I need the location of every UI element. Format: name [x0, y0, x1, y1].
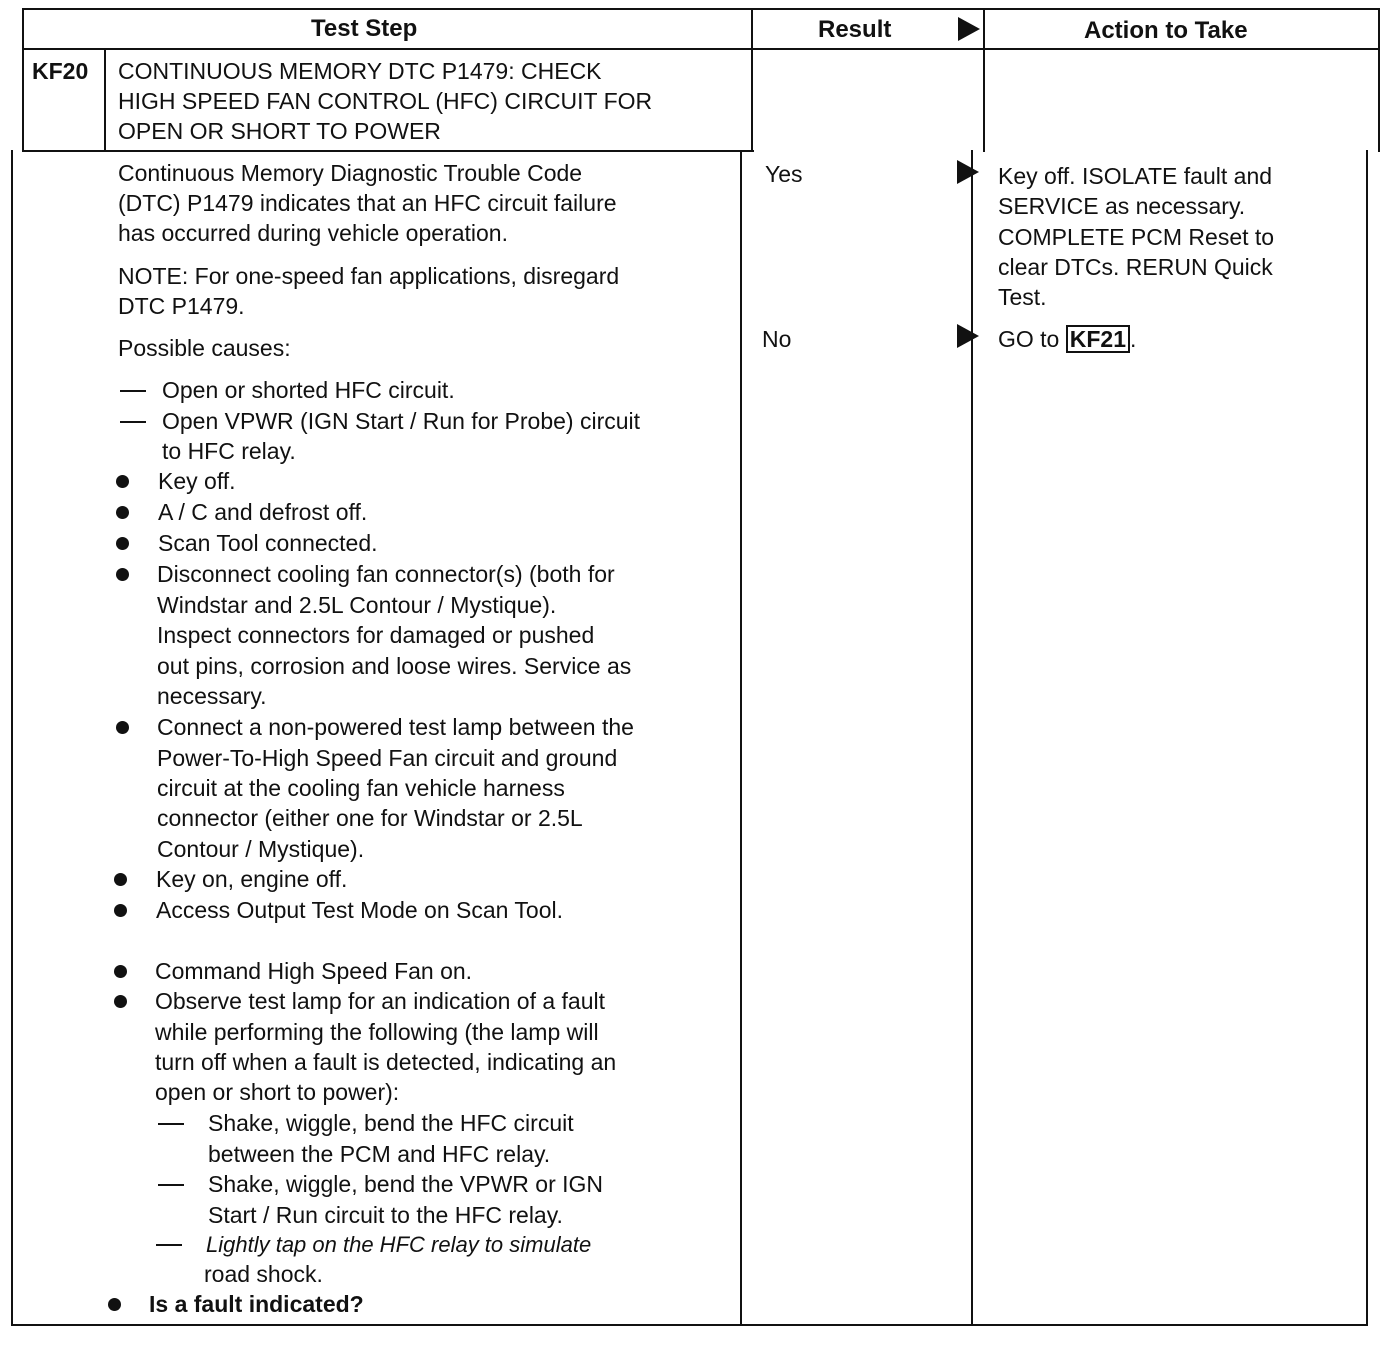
- bullet-item: Scan Tool connected.: [158, 530, 378, 556]
- bullet-icon: [116, 537, 129, 550]
- bullet-item-cont: Contour / Mystique).: [157, 836, 365, 862]
- frame-right: [1378, 8, 1380, 152]
- step-id: KF20: [32, 58, 89, 84]
- bullet-item-cont: open or short to power):: [155, 1079, 400, 1105]
- sub-item-cont: Start / Run circuit to the HFC relay.: [208, 1202, 563, 1228]
- yes-action-line-5: Test.: [998, 284, 1047, 310]
- bullet-item-cont: out pins, corrosion and loose wires. Service as: [157, 653, 632, 679]
- bullet-item-cont: Inspect connectors for damaged or pushed: [157, 622, 595, 648]
- cause-item-cont: to HFC relay.: [162, 438, 296, 464]
- bullet-icon: [114, 904, 127, 917]
- cause-dash-icon: [120, 390, 146, 392]
- bullet-icon: [116, 506, 129, 519]
- step-title-line-3: OPEN OR SHORT TO POWER: [118, 118, 441, 144]
- bullet-item: Key on, engine off.: [156, 866, 348, 892]
- no-action-suffix: .: [1130, 326, 1137, 352]
- header-arrow-icon: [958, 17, 980, 41]
- causes-label: Possible causes:: [118, 335, 291, 361]
- header-result: Result: [818, 16, 892, 43]
- bullet-item: Access Output Test Mode on Scan Tool.: [156, 897, 563, 923]
- cause-item: Open or shorted HFC circuit.: [162, 377, 455, 403]
- sub-dash-icon: [158, 1184, 184, 1186]
- bullet-item: Key off.: [158, 468, 236, 494]
- result-yes-arrow-icon: [957, 160, 979, 184]
- bullet-item: A / C and defrost off.: [158, 499, 368, 525]
- sub-item-cont: between the PCM and HFC relay.: [208, 1141, 551, 1167]
- note-line-1: NOTE: For one-speed fan applications, disregard: [118, 263, 620, 289]
- frame-right-lower: [1366, 150, 1368, 1326]
- sub-item: Shake, wiggle, bend the VPWR or IGN: [208, 1171, 604, 1197]
- frame-left-lower: [11, 150, 13, 1326]
- bullet-item-cont: Windstar and 2.5L Contour / Mystique).: [157, 592, 557, 618]
- yes-action-line-1: Key off. ISOLATE fault and: [998, 163, 1273, 189]
- result-no: No: [762, 326, 792, 352]
- bullet-icon: [108, 1298, 121, 1311]
- header-bottom-line: [22, 48, 1380, 50]
- frame-bottom: [11, 1324, 1368, 1326]
- step-title-line-1: CONTINUOUS MEMORY DTC P1479: CHECK: [118, 58, 602, 84]
- bullet-item-cont: necessary.: [157, 683, 267, 709]
- question-text: Is a fault indicated?: [149, 1291, 364, 1317]
- sub-item: Lightly tap on the HFC relay to simulate: [206, 1232, 592, 1257]
- bullet-item-cont: connector (either one for Windstar or 2.5L: [157, 805, 583, 831]
- step-title-line-2: HIGH SPEED FAN CONTROL (HFC) CIRCUIT FOR: [118, 88, 653, 114]
- bullet-icon: [116, 568, 129, 581]
- bullet-item-cont: turn off when a fault is detected, indicating an: [155, 1049, 617, 1075]
- frame-left-upper: [22, 8, 24, 152]
- step-id-divider: [104, 48, 106, 152]
- note-line-2: DTC P1479.: [118, 293, 245, 319]
- bullet-item: Command High Speed Fan on.: [155, 958, 473, 984]
- bullet-icon: [116, 721, 129, 734]
- no-action-prefix: GO to: [998, 326, 1066, 352]
- no-action: [998, 324, 1136, 354]
- bullet-icon: [114, 995, 127, 1008]
- bullet-icon: [116, 475, 129, 488]
- column-divider-test-result-lower: [740, 150, 742, 1326]
- result-yes: Yes: [765, 161, 803, 187]
- bullet-item-cont: Power-To-High Speed Fan circuit and ground: [157, 745, 618, 771]
- yes-action-line-4: clear DTCs. RERUN Quick: [998, 254, 1273, 280]
- bullet-item: Disconnect cooling fan connector(s) (both for: [157, 561, 615, 587]
- frame-top: [22, 8, 1380, 10]
- column-divider-test-result: [751, 8, 753, 152]
- go-to-step-link[interactable]: KF21: [1066, 325, 1130, 353]
- bullet-item: Connect a non-powered test lamp between the: [157, 714, 634, 740]
- sub-dash-icon: [156, 1244, 182, 1246]
- bullet-item: Observe test lamp for an indication of a fault: [155, 988, 606, 1014]
- intro-line-2: (DTC) P1479 indicates that an HFC circuit failure: [118, 190, 617, 216]
- result-no-arrow-icon: [957, 324, 979, 348]
- bullet-icon: [114, 965, 127, 978]
- header-action: Action to Take: [1084, 17, 1248, 44]
- bullet-icon: [114, 873, 127, 886]
- sub-dash-icon: [158, 1123, 184, 1125]
- cause-dash-icon: [120, 421, 146, 423]
- intro-line-1: Continuous Memory Diagnostic Trouble Code: [118, 160, 583, 186]
- sub-item: Shake, wiggle, bend the HFC circuit: [208, 1110, 574, 1136]
- bullet-item-cont: while performing the following (the lamp will: [155, 1019, 599, 1045]
- bullet-item-cont: circuit at the cooling fan vehicle harness: [157, 775, 565, 801]
- yes-action-line-3: COMPLETE PCM Reset to: [998, 224, 1275, 250]
- sub-item-cont: road shock.: [204, 1261, 323, 1287]
- step-title-bottom-line: [22, 150, 754, 152]
- header-test-step: Test Step: [311, 15, 418, 42]
- column-divider-result-action: [983, 8, 985, 152]
- cause-item: Open VPWR (IGN Start / Run for Probe) circuit: [162, 408, 641, 434]
- intro-line-3: has occurred during vehicle operation.: [118, 220, 508, 246]
- yes-action-line-2: SERVICE as necessary.: [998, 193, 1246, 219]
